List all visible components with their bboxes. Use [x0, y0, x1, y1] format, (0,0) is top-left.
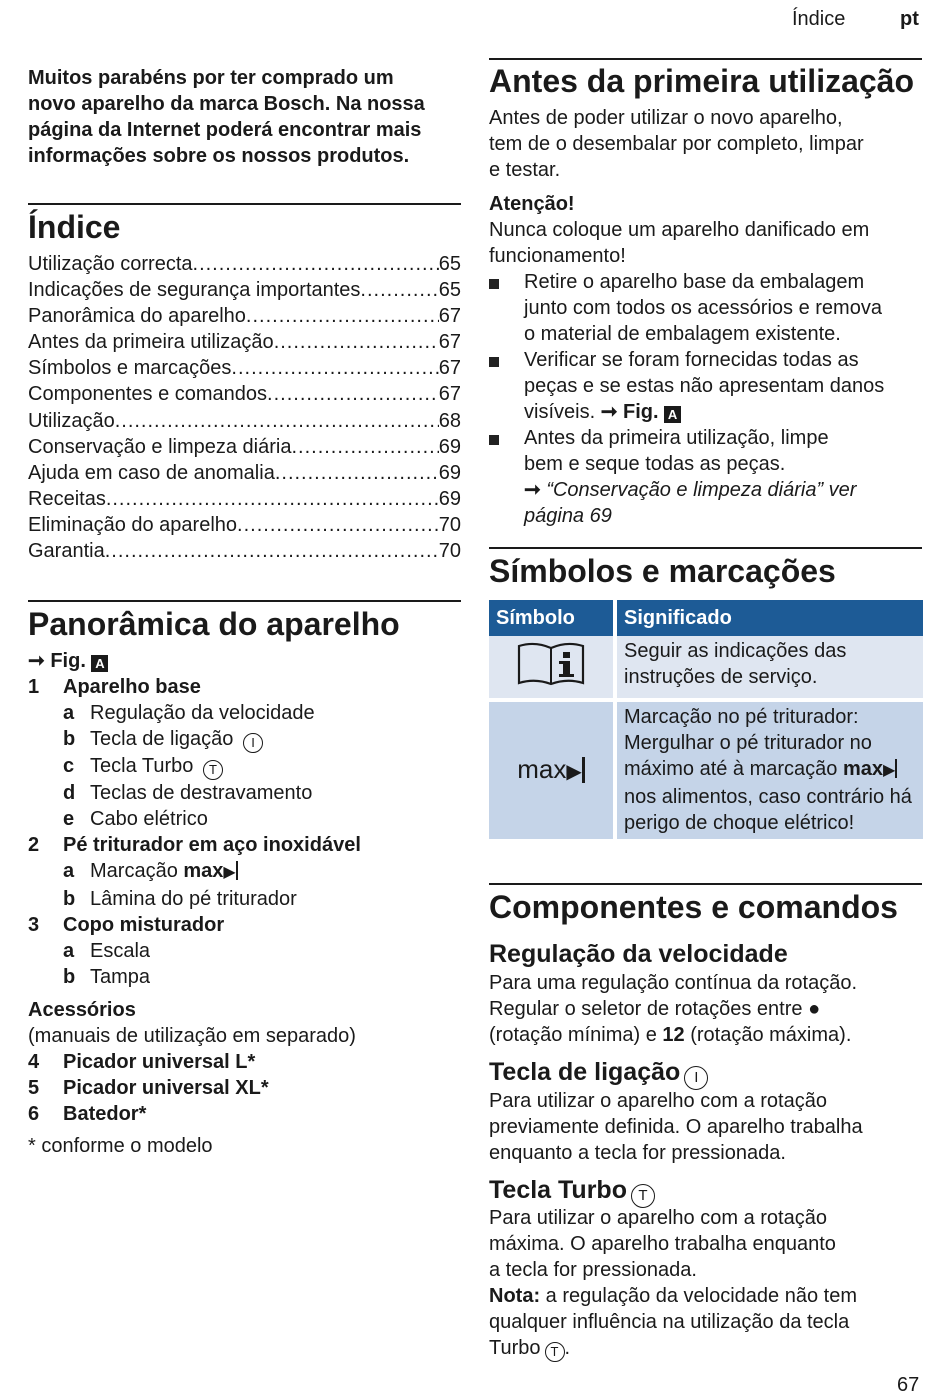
- turbo-t-icon: T: [203, 760, 223, 780]
- section-rule: [489, 547, 922, 549]
- text-line: funcionamento!: [489, 245, 626, 267]
- overview-title: Panorâmica do aparelho: [28, 606, 400, 642]
- text-line: máxima. O aparelho trabalha enquanto: [489, 1233, 836, 1255]
- fig-ref: [28, 648, 361, 674]
- overview-item: [28, 832, 361, 858]
- subitem-label: Teclas de destravamento: [90, 782, 313, 804]
- subitem-letter: a: [63, 702, 75, 724]
- subitem-letter: a: [63, 940, 75, 962]
- bullet-item: [524, 425, 856, 529]
- text-line: (rotação mínima) e: [489, 1024, 657, 1046]
- toc-list: [28, 251, 461, 564]
- accessory-item: [28, 1101, 361, 1127]
- toc-entry-label: Eliminação do aparelho: [28, 513, 238, 536]
- bullet-square-icon: [489, 279, 499, 289]
- toc-entry-label: Conservação e limpeza diária: [28, 435, 292, 458]
- text-line: Para uma regulação contínua da rotação.: [489, 972, 858, 994]
- intro-line: Muitos parabéns por ter comprado um: [28, 67, 394, 89]
- max-marking-icon: max▶: [489, 700, 615, 839]
- subitem-label: Marcação: [90, 860, 178, 882]
- warning-title: Atenção!: [489, 193, 575, 215]
- item-number: 2: [28, 834, 40, 856]
- text-line: visíveis.: [524, 401, 596, 423]
- item-label: Pé triturador em aço inoxidável: [63, 834, 361, 856]
- subitem-letter: a: [63, 860, 75, 882]
- symbols-table: [489, 600, 923, 839]
- toc-leader-dots: [237, 512, 439, 538]
- bullet-square-icon: [489, 435, 499, 445]
- toc-entry-label: Ajuda em caso de anomalia: [28, 461, 275, 484]
- first-use-title: Antes da primeira utilização: [489, 63, 915, 99]
- overview-subitem: [28, 964, 361, 990]
- item-number: 1: [28, 676, 40, 698]
- toc-entry-label: Antes da primeira utilização: [28, 331, 274, 354]
- overview-subitem: [28, 753, 361, 780]
- toc-entry-label: Componentes e comandos: [28, 383, 268, 406]
- bullet-item: [524, 269, 882, 347]
- on-title-text: Tecla de ligação: [489, 1058, 681, 1086]
- overview-subitem: [28, 726, 361, 753]
- toc-entry-label: Símbolos e marcações: [28, 357, 232, 380]
- toc-entry-page: 68: [438, 409, 461, 432]
- meaning-text: nos alimentos, caso contrário há perigo de choque elétrico!: [624, 786, 912, 834]
- toc-leader-dots: [274, 329, 439, 355]
- toc-entry: [28, 538, 461, 564]
- toc-leader-dots: [291, 434, 438, 460]
- overview-subitem: [28, 700, 361, 726]
- toc-entry-page: 67: [438, 331, 461, 354]
- intro-line: novo aparelho da marca Bosch. Na nossa: [28, 93, 425, 115]
- toc-entry-page: 67: [438, 383, 461, 406]
- overview-item: [28, 912, 361, 938]
- overview-items: [28, 674, 361, 990]
- meaning-cell: Marcação no pé triturador: Mergulhar o pé triturador no máximo até à marcação max▶ nos alimentos, caso contrário há perigo de choque elétrico!: [615, 700, 923, 839]
- subitem-letter: b: [63, 888, 76, 910]
- overview-body: [28, 648, 361, 1159]
- max-label: max: [183, 860, 224, 882]
- toc-entry: [28, 355, 461, 381]
- note-label: Nota:: [489, 1285, 541, 1307]
- section-rule: [28, 600, 461, 602]
- text-line: previamente definida. O aparelho trabalha: [489, 1116, 863, 1138]
- text-line: Retire o aparelho base da embalagem: [524, 271, 865, 293]
- col-symbol-header: Símbolo: [489, 600, 615, 636]
- text-line: Regular o seletor de rotações entre ●: [489, 998, 821, 1020]
- text-line: tem de o desembalar por completo, limpar: [489, 133, 864, 155]
- toc-entry-page: 69: [438, 435, 461, 458]
- overview-item: [28, 674, 361, 700]
- text-line: (rotação máxima).: [690, 1024, 852, 1046]
- toc-entry: [28, 408, 461, 434]
- turbo-button-title: [489, 1175, 655, 1208]
- turbo-button-text: [489, 1205, 857, 1362]
- text-line: a regulação da velocidade não tem: [545, 1285, 857, 1307]
- toc-leader-dots: [231, 355, 438, 381]
- toc-entry-page: 67: [438, 305, 461, 328]
- subitem-label: Lâmina do pé triturador: [90, 888, 297, 910]
- text-line: qualquer influência na utilização da tecla: [489, 1311, 850, 1333]
- on-button-text: [489, 1088, 863, 1166]
- toc-entry-page: 67: [438, 357, 461, 380]
- footnote: * conforme o modelo: [28, 1135, 213, 1157]
- subitem-label: Regulação da velocidade: [90, 702, 315, 724]
- subitem-label: Cabo elétrico: [90, 808, 208, 830]
- cross-reference: “Conservação e limpeza diária” ver: [546, 479, 857, 501]
- power-i-icon: I: [243, 733, 263, 753]
- toc-entry-page: 69: [438, 487, 461, 510]
- text-line: Turbo: [489, 1337, 541, 1359]
- toc-leader-dots: [106, 486, 439, 512]
- subitem-letter: d: [63, 782, 76, 804]
- text-line: bem e seque todas as peças.: [524, 453, 786, 475]
- toc-entry: [28, 277, 461, 303]
- turbo-t-icon: T: [545, 1342, 565, 1362]
- toc-entry-page: 69: [438, 461, 461, 484]
- subitem-letter: b: [63, 728, 76, 750]
- item-label: Picador universal L*: [63, 1051, 256, 1073]
- overview-subitem: [28, 780, 361, 806]
- turbo-t-icon: T: [631, 1184, 655, 1208]
- toc-entry-page: 70: [438, 540, 461, 563]
- accessories-title: Acessórios: [28, 999, 136, 1021]
- toc-entry: [28, 251, 461, 277]
- toc-leader-dots: [193, 251, 439, 277]
- text-line: a tecla for pressionada.: [489, 1259, 697, 1281]
- manual-info-icon: [489, 636, 615, 700]
- toc-title: Índice: [28, 209, 121, 245]
- cross-reference-page: página 69: [524, 505, 612, 527]
- max-label: max: [517, 753, 567, 784]
- figure-a-icon: A: [91, 655, 108, 672]
- subitem-label: Tecla de ligação: [90, 728, 234, 750]
- accessory-item: [28, 1049, 361, 1075]
- intro-line: informações sobre os nossos produtos.: [28, 145, 410, 167]
- warning-text: [489, 217, 869, 269]
- toc-entry: [28, 486, 461, 512]
- text-line: junto com todos os acessórios e remova: [524, 297, 882, 319]
- item-number: 4: [28, 1051, 40, 1073]
- subitem-label: Tampa: [90, 966, 151, 988]
- item-label: Batedor*: [63, 1103, 147, 1125]
- fig-label: Fig.: [623, 401, 659, 423]
- text-line: Antes da primeira utilização, limpe: [524, 427, 829, 449]
- toc-entry-label: Utilização: [28, 409, 115, 432]
- toc-entry: [28, 512, 461, 538]
- power-i-icon: I: [684, 1066, 708, 1090]
- bullet-square-icon: [489, 357, 499, 367]
- turbo-title-text: Tecla Turbo: [489, 1176, 627, 1204]
- overview-subitem: [28, 886, 361, 912]
- toc-leader-dots: [360, 277, 438, 303]
- accessories-note: (manuais de utilização em separado): [28, 1025, 356, 1047]
- text-line: Nunca coloque um aparelho danificado em: [489, 219, 870, 241]
- toc-entry-label: Garantia: [28, 540, 105, 563]
- toc-entry-label: Utilização correcta: [28, 253, 193, 275]
- accessories-list: [28, 1049, 361, 1127]
- overview-subitem: [28, 806, 361, 832]
- fig-label: Fig.: [50, 650, 86, 672]
- subitem-letter: e: [63, 808, 75, 830]
- item-label: Copo misturador: [63, 914, 225, 936]
- symbols-title: Símbolos e marcações: [489, 553, 836, 589]
- text-line: o material de embalagem existente.: [524, 323, 841, 345]
- col-meaning-header: Significado: [615, 600, 923, 636]
- section-rule: [489, 58, 922, 60]
- toc-entry: [28, 460, 461, 486]
- bullet-item: [524, 347, 884, 425]
- toc-leader-dots: [115, 408, 439, 434]
- text-line: e testar.: [489, 159, 561, 181]
- running-header-section: Índice: [792, 8, 846, 30]
- overview-subitem: [28, 938, 361, 964]
- speed-title: Regulação da velocidade: [489, 940, 788, 968]
- accessory-item: [28, 1075, 361, 1101]
- figure-a-icon: A: [664, 406, 681, 423]
- section-rule: [28, 203, 461, 205]
- toc-entry-label: Panorâmica do aparelho: [28, 305, 246, 328]
- arrow-right-icon: ➞: [28, 650, 45, 672]
- first-use-intro: [489, 105, 864, 183]
- subitem-letter: b: [63, 966, 76, 988]
- intro-text: [28, 65, 425, 169]
- running-header-lang: pt: [900, 8, 919, 30]
- toc-leader-dots: [246, 303, 439, 329]
- toc-entry-page: 65: [438, 253, 461, 275]
- text-line: Para utilizar o aparelho com a rotação: [489, 1207, 827, 1229]
- toc-entry-page: 65: [438, 279, 461, 302]
- toc-entry: [28, 381, 461, 407]
- toc-entry: [28, 434, 461, 460]
- speed-max-value: 12: [662, 1024, 685, 1046]
- section-rule: [489, 883, 922, 885]
- toc-leader-dots: [275, 460, 439, 486]
- subitem-label: Escala: [90, 940, 151, 962]
- text-line: Verificar se foram fornecidas todas as: [524, 349, 859, 371]
- max-label: max: [842, 758, 884, 780]
- meaning-text: Marcação no pé triturador: Mergulhar o pé triturador no máximo até à marcação: [624, 706, 872, 780]
- speed-text: [489, 970, 857, 1048]
- components-title: Componentes e comandos: [489, 889, 898, 925]
- toc-entry-page: 70: [438, 513, 461, 536]
- intro-line: página da Internet poderá encontrar mais: [28, 119, 422, 141]
- item-number: 5: [28, 1077, 40, 1099]
- text-line: peças e se estas não apresentam danos: [524, 375, 885, 397]
- meaning-cell: Seguir as indicações das instruções de serviço.: [615, 636, 923, 700]
- toc-entry-label: Receitas: [28, 487, 106, 510]
- toc-leader-dots: [105, 538, 439, 564]
- item-label: Aparelho base: [63, 676, 201, 698]
- item-label: Picador universal XL*: [63, 1077, 269, 1099]
- text-line: Antes de poder utilizar o novo aparelho,: [489, 107, 843, 129]
- text-line: enquanto a tecla for pressionada.: [489, 1142, 786, 1164]
- arrow-right-icon: ➞: [600, 401, 618, 423]
- page-number: 67: [897, 1374, 920, 1396]
- item-number: 6: [28, 1103, 40, 1125]
- subitem-letter: c: [63, 755, 75, 777]
- on-button-title: [489, 1057, 708, 1090]
- overview-subitem: a Marcação max▶: [63, 860, 236, 882]
- toc-entry-label: Indicações de segurança importantes: [28, 279, 361, 302]
- text-line: .: [564, 1337, 571, 1359]
- toc-leader-dots: [267, 381, 439, 407]
- toc-entry: [28, 329, 461, 355]
- subitem-label: Tecla Turbo: [90, 755, 194, 777]
- arrow-right-icon: ➞: [524, 479, 541, 501]
- text-line: Para utilizar o aparelho com a rotação: [489, 1090, 827, 1112]
- toc-entry: [28, 303, 461, 329]
- item-number: 3: [28, 914, 40, 936]
